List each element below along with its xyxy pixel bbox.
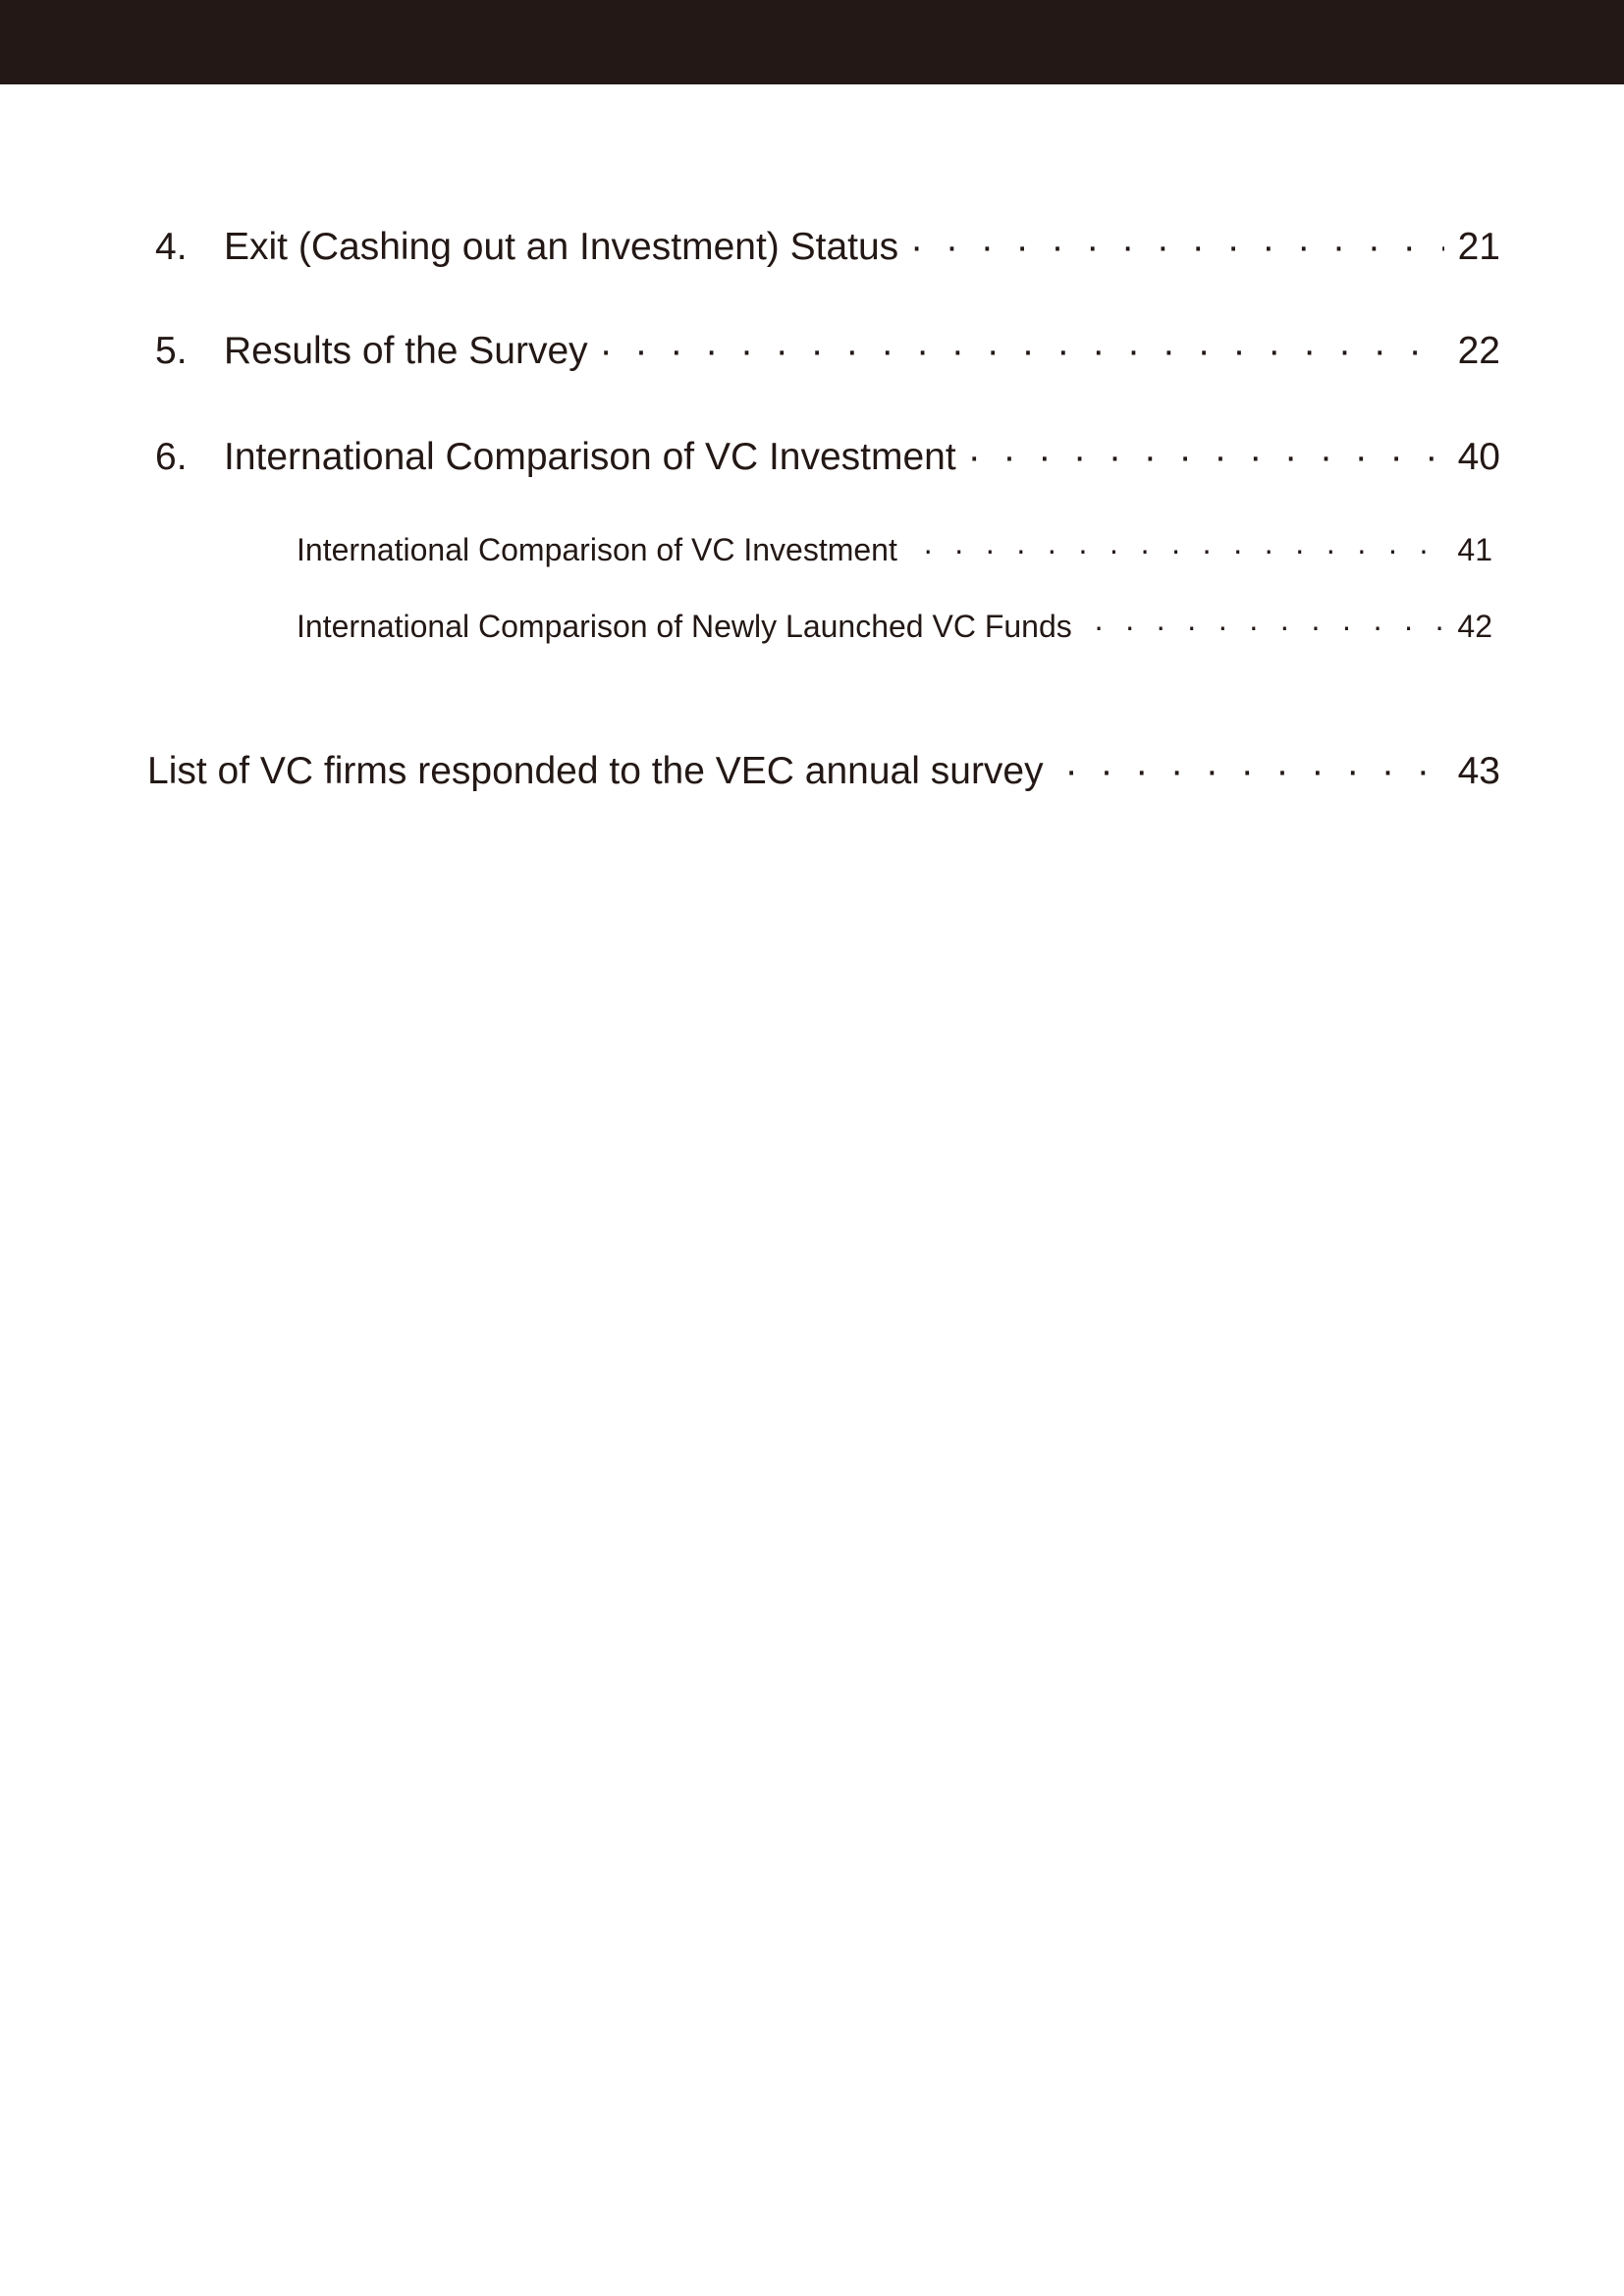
toc-entry-title: Results of the Survey <box>224 330 588 372</box>
toc-entry-number: 4. <box>155 226 188 268</box>
toc-entry-international-comparison[interactable] <box>155 436 1500 479</box>
dot-leader <box>1065 750 1444 793</box>
header-bar <box>0 0 1624 84</box>
toc-subentry-vc-funds[interactable] <box>297 609 1492 645</box>
toc-entry-title: International Comparison of VC Investment <box>224 436 956 478</box>
toc-entry-page: 43 <box>1457 750 1500 792</box>
dot-leader <box>910 226 1443 269</box>
toc-entry-survey-results[interactable] <box>155 330 1500 373</box>
toc-entry-page: 22 <box>1457 330 1500 372</box>
toc-subentry-page: 41 <box>1457 532 1492 567</box>
toc-entry-number: 6. <box>155 436 188 478</box>
toc-entry-title: List of VC firms responded to the VEC annual survey <box>147 750 1044 792</box>
toc-subentry-vc-investment[interactable] <box>297 532 1492 568</box>
dot-leader <box>600 330 1444 373</box>
dot-leader <box>968 436 1444 479</box>
toc-entry-number: 5. <box>155 330 188 372</box>
dot-leader <box>1094 609 1444 645</box>
toc-subentry-title: International Comparison of VC Investment <box>297 532 897 567</box>
dot-leader <box>923 532 1444 568</box>
toc-entry-page: 40 <box>1457 436 1500 478</box>
toc-subentry-page: 42 <box>1457 609 1492 644</box>
toc-entry-title: Exit (Cashing out an Investment) Status <box>224 226 899 268</box>
toc-subentry-title: International Comparison of Newly Launched VC Funds <box>297 609 1072 644</box>
toc-entry-exit-status[interactable] <box>155 226 1500 269</box>
toc-entry-vc-firms-list[interactable] <box>147 750 1500 793</box>
toc-entry-page: 21 <box>1457 226 1500 268</box>
